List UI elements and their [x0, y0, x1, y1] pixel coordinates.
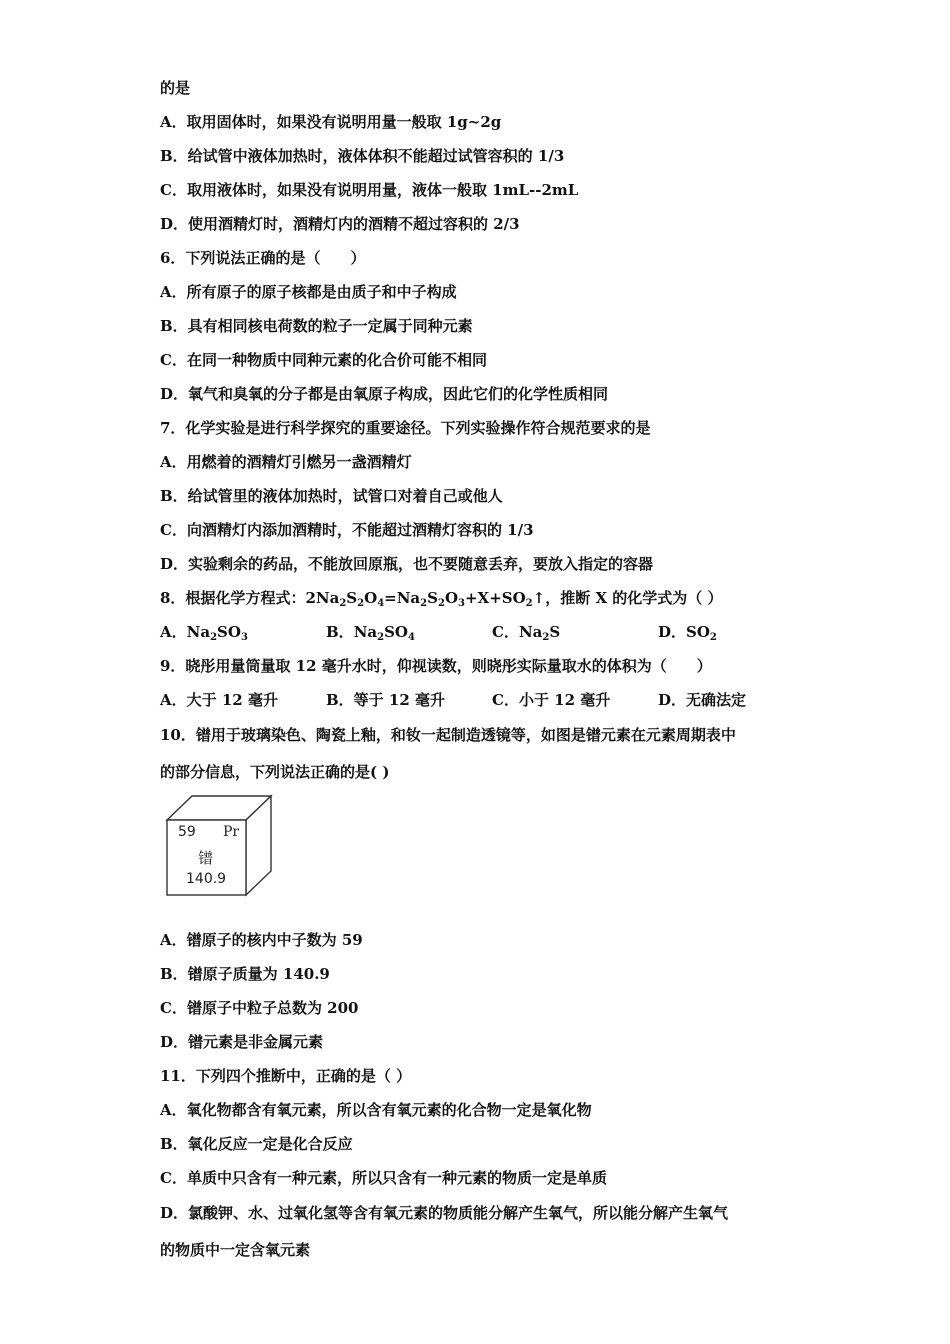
q10-option-d: D．镨元素是非金属元素 [160, 1033, 324, 1051]
q9-option-a: A．大于 12 毫升 [160, 691, 278, 709]
q7-option-a: A．用燃着的酒精灯引燃另一盏酒精灯 [160, 453, 412, 471]
q6-option-b: B．具有相同核电荷数的粒子一定属于同种元素 [160, 317, 473, 335]
q7-stem: 7．化学实验是进行科学探究的重要途径。下列实验操作符合规范要求的是 [160, 419, 651, 437]
q7-option-b: B．给试管里的液体加热时，试管口对着自己或他人 [160, 487, 503, 505]
q6-option-a: A．所有原子的原子核都是由质子和中子构成 [160, 283, 457, 301]
q8-option-b: B．$Na_2SO_4$ [326, 623, 415, 643]
q11-option-b: B．氧化反应一定是化合反应 [160, 1135, 353, 1153]
atomic-number: 59 [178, 824, 196, 840]
q7-option-c: C．向酒精灯内添加酒精时，不能超过酒精灯容积的 1/3 [160, 521, 534, 539]
q5-option-b: B．给试管中液体加热时，液体体积不能超过试管容积的 1/3 [160, 147, 565, 165]
q9-option-d: D．无确法定 [658, 691, 747, 709]
q5-option-c: C．取用液体时，如果没有说明用量，液体一般取 1mL--2mL [160, 181, 579, 199]
q11-option-d-line2: 的物质中一定含氧元素 [160, 1241, 311, 1259]
q9-option-c: C．小于 12 毫升 [492, 691, 611, 709]
q6-option-d: D．氧气和臭氧的分子都是由氧原子构成，因此它们的化学性质相同 [160, 385, 609, 403]
q10-option-c: C．镨原子中粒子总数为 200 [160, 999, 359, 1017]
q9-stem: 9．晓彤用量筒量取 12 毫升水时，仰视读数，则晓彤实际量取水的体积为（ ） [160, 657, 712, 675]
q10-option-a: A．镨原子的核内中子数为 59 [160, 931, 363, 949]
q5-option-d: D．使用酒精灯时，酒精灯内的酒精不超过容积的 2/3 [160, 215, 520, 233]
q7-option-d: D．实验剩余的药品，不能放回原瓶，也不要随意丢弃，要放入指定的容器 [160, 555, 654, 573]
q11-option-c: C．单质中只含有一种元素，所以只含有一种元素的物质一定是单质 [160, 1169, 607, 1187]
chemical-equation: $2Na_2S_2O_4=Na_2S_2O_3+X+SO_2↑$ [305, 589, 546, 609]
q10-option-b: B．镨原子质量为 140.9 [160, 965, 330, 983]
element-tile-figure [165, 794, 275, 898]
atomic-mass: 140.9 [186, 871, 227, 887]
q10-stem-line2: 的部分信息，下列说法正确的是( ) [160, 763, 390, 781]
element-name: 镨 [198, 849, 214, 867]
q11-option-a: A．氧化物都含有氧元素，所以含有氧元素的化合物一定是氧化物 [160, 1101, 592, 1119]
q8-option-d: D．$SO_2$ [658, 623, 717, 643]
q8-option-a: A．$Na_2SO_3$ [160, 623, 248, 643]
q5-option-a: A．取用固体时，如果没有说明用量一般取 1g~2g [160, 113, 502, 131]
q8-stem: 8．根据化学方程式：$2Na_2S_2O_4=Na_2S_2O_3+X+SO_2↑$，推断 X 的化学式为（ ） [160, 589, 723, 609]
q6-stem: 6．下列说法正确的是（ ） [160, 249, 366, 267]
q10-stem-line1: 10．镨用于玻璃染色、陶瓷上釉，和钕一起制造透镜等，如图是镨元素在元素周期表中 [160, 726, 736, 744]
q11-stem: 11．下列四个推断中，正确的是（ ） [160, 1067, 412, 1085]
element-symbol: Pr [223, 824, 240, 840]
q5-stem-tail: 的是 [160, 79, 191, 97]
q9-option-b: B．等于 12 毫升 [326, 691, 445, 709]
q11-option-d-line1: D．氯酸钾、水、过氧化氢等含有氧元素的物质能分解产生氧气，所以能分解产生氧气 [160, 1204, 729, 1222]
q8-option-c: C．$Na_2S$ [492, 623, 561, 643]
q6-option-c: C．在同一种物质中同种元素的化合价可能不相同 [160, 351, 487, 369]
